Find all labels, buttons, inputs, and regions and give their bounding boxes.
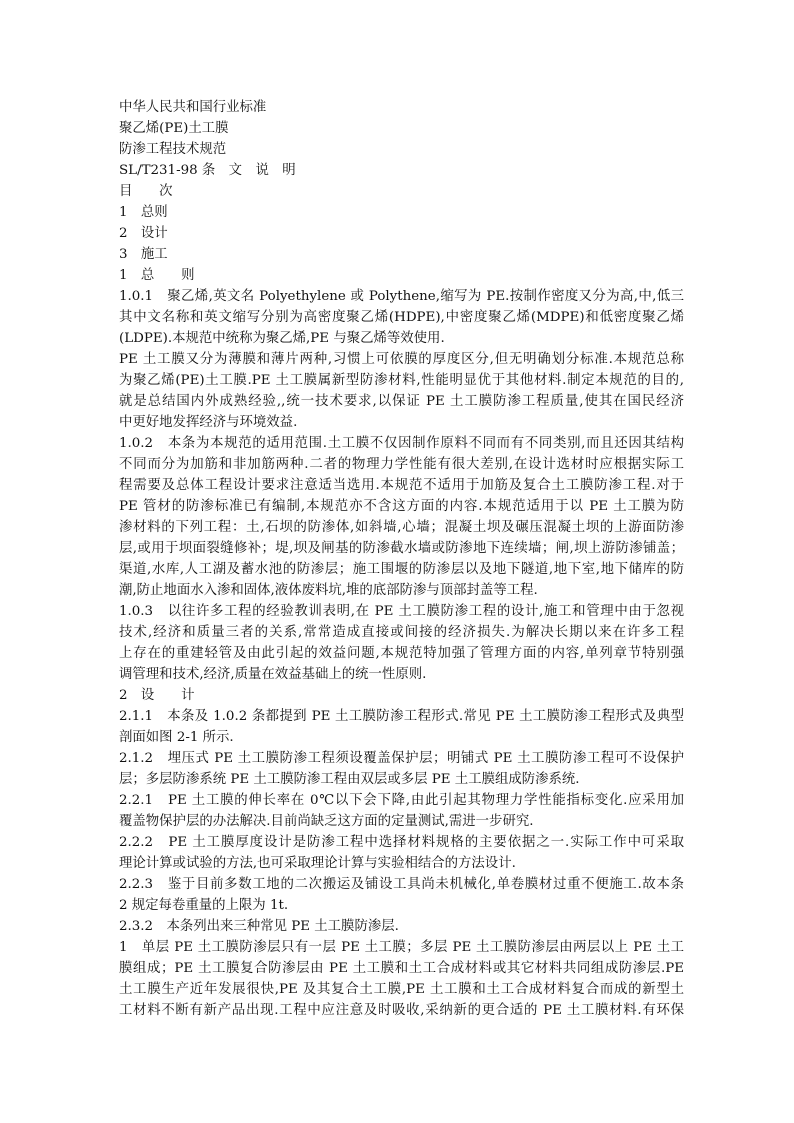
standard-title-line-2: 防渗工程技术规范 bbox=[119, 142, 227, 157]
paragraph-line: 2.3.2 本条列出来三种常见 PE 土工膜防渗层. bbox=[119, 919, 399, 934]
document-body bbox=[119, 97, 684, 1021]
paragraph-line: 2 规定每卷重量的上限为 1t. bbox=[119, 898, 289, 913]
paragraph-line: 程需要及总体工程设计要求注意适当选用.本规范不适用于加筋及复合土工膜防渗工程.对于 bbox=[119, 478, 684, 493]
paragraph-line: 2.2.2 PE 土工膜厚度设计是防渗工程中选择材料规格的主要依据之一.实际工作中可采取 bbox=[119, 835, 684, 850]
paragraph-line: 潮,防止地面水入渗和固体,液体废料坑,堆的底部防渗与顶部封盖等工程. bbox=[119, 583, 538, 598]
paragraph-line: PE 土工膜又分为薄膜和薄片两种,习惯上可依膜的厚度区分,但无明确划分标准.本规范总称 bbox=[119, 352, 684, 367]
section-heading: 2 设 计 bbox=[119, 688, 195, 703]
paragraph-line: 为聚乙烯(PE)土工膜.PE 土工膜属新型防渗材料,性能明显优于其他材料.制定本规范的目的, bbox=[119, 373, 684, 388]
paragraph-line: 1.0.2 本条为本规范的适用范围.土工膜不仅因制作原料不同而有不同类别,而且还因其结构 bbox=[119, 436, 684, 451]
paragraph-line: 上存在的重建轻管及由此引起的效益问题,本规范特加强了管理方面的内容,单列章节特别强 bbox=[119, 646, 684, 661]
paragraph-line: (LDPE).本规范中统称为聚乙烯,PE 与聚乙烯等效使用. bbox=[119, 331, 445, 346]
paragraph-line: 覆盖物保护层的办法解决.目前尚缺乏这方面的定量测试,需进一步研究. bbox=[119, 814, 534, 829]
paragraph-line: 中更好地发挥经济与环境效益. bbox=[119, 415, 298, 430]
paragraph-line: 2.2.3 鉴于目前多数工地的二次搬运及铺设工具尚未机械化,单卷膜材过重不便施工.故本条 bbox=[119, 877, 684, 892]
paragraph-line: 层,或用于坝面裂缝修补；堤,坝及闸基的防渗截水墙或防渗地下连续墙；闸,坝上游防渗铺盖； bbox=[119, 541, 684, 556]
paragraph-line: 1 单层 PE 土工膜防渗层只有一层 PE 土工膜；多层 PE 土工膜防渗层由两层以上 PE 土工 bbox=[119, 940, 684, 955]
paragraph-line: 膜组成；PE 土工膜复合防渗层由 PE 土工膜和土工合成材料或其它材料共同组成防渗层.PE bbox=[119, 961, 684, 976]
paragraph-line: 2.1.2 埋压式 PE 土工膜防渗工程须设覆盖保护层；明铺式 PE 土工膜防渗工程可不设保护 bbox=[119, 751, 684, 766]
toc-item: 3 施工 bbox=[119, 247, 168, 262]
paragraph-line: 2.1.1 本条及 1.0.2 条都提到 PE 土工膜防渗工程形式.常见 PE 土工膜防渗工程形式及典型 bbox=[119, 709, 684, 724]
paragraph-line: 层；多层防渗系统 PE 土工膜防渗工程由双层或多层 PE 土工膜组成防渗系统. bbox=[119, 772, 580, 787]
standard-title-line-1: 聚乙烯(PE)土工膜 bbox=[119, 121, 229, 136]
paragraph-line: 理论计算或试验的方法,也可采取理论计算与实验相结合的方法设计. bbox=[119, 856, 516, 871]
standard-code-line: SL/T231-98 条 文 说 明 bbox=[119, 163, 296, 178]
paragraph-line: 1.0.3 以往许多工程的经验教训表明,在 PE 土工膜防渗工程的设计,施工和管理中由于忽视 bbox=[119, 604, 684, 619]
paragraph-line: 2.2.1 PE 土工膜的伸长率在 0℃以下会下降,由此引起其物理力学性能指标变化.应采用加 bbox=[119, 793, 684, 808]
paragraph-line: 渗材料的下列工程：土,石坝的防渗体,如斜墙,心墙；混凝土坝及碾压混凝土坝的上游面防渗 bbox=[119, 520, 684, 535]
paragraph-line: 调管理和技术,经济,质量在效益基础上的统一性原则. bbox=[119, 667, 427, 682]
paragraph-line: 不同而分为加筋和非加筋两种.二者的物理力学性能有很大差别,在设计选材时应根据实际工 bbox=[119, 457, 684, 472]
paragraph-line: 渠道,水库,人工湖及蓄水池的防渗层；施工围堰的防渗层以及地下隧道,地下室,地下储库的防 bbox=[119, 562, 684, 577]
paragraph-line: PE 管材的防渗标准已有编制,本规范亦不含这方面的内容.本规范适用于以 PE 土工膜为防 bbox=[119, 499, 684, 514]
standard-type-line: 中华人民共和国行业标准 bbox=[119, 100, 267, 115]
paragraph-line: 1.0.1 聚乙烯,英文名 Polyethylene 或 Polythene,缩写为 PE.按制作密度又分为高,中,低三 bbox=[119, 289, 684, 304]
paragraph-line: 工材料不断有新产品出现.工程中应注意及时吸收,采纳新的更合适的 PE 土工膜材料.有环保 bbox=[119, 1003, 684, 1018]
paragraph-line: 土工膜生产近年发展很快,PE 及其复合土工膜,PE 土工膜和土工合成材料复合而成的新型土 bbox=[119, 982, 684, 997]
toc-item: 1 总则 bbox=[119, 205, 168, 220]
paragraph-line: 技术,经济和质量三者的关系,常常造成直接或间接的经济损失.为解决长期以来在许多工程 bbox=[119, 625, 684, 640]
paragraph-line: 其中文名称和英文缩写分别为高密度聚乙烯(HDPE),中密度聚乙烯(MDPE)和低密度聚乙烯 bbox=[119, 310, 684, 325]
paragraph-line: 就是总结国内外成熟经验,,统一技术要求,以保证 PE 土工膜防渗工程质量,使其在国民经济 bbox=[119, 394, 684, 409]
section-heading: 1 总 则 bbox=[119, 268, 195, 283]
toc-heading: 目 次 bbox=[119, 184, 173, 199]
paragraph-line: 剖面如图 2-1 所示. bbox=[119, 730, 234, 745]
toc-item: 2 设计 bbox=[119, 226, 168, 241]
